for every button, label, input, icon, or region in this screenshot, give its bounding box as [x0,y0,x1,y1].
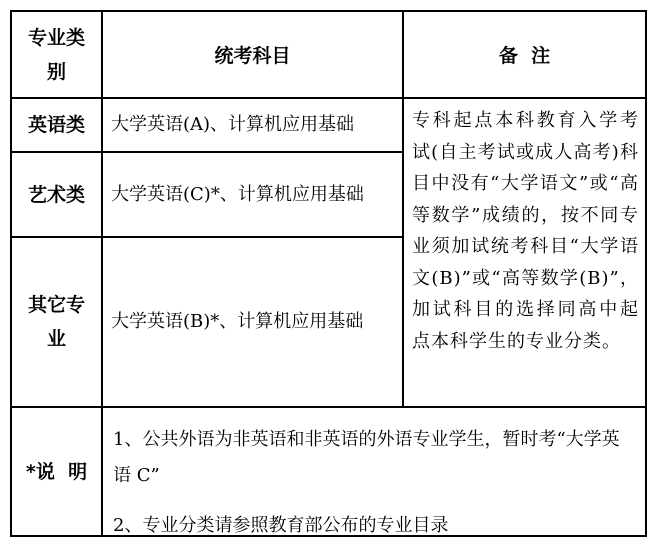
explanation-item-2: 2、专业分类请参照教育部公布的专业目录 [113,515,449,536]
header-subjects [103,12,402,97]
category-art [12,153,101,236]
explanation-item-1: 1、公共外语为非英语和非英语的外语专业学生，暂时考“大学英语 C” [113,429,620,486]
remarks-text: 专科起点本科教育入学考试(自主考试或成人高考)科目中没有“大学语文”或“高等数学”成绩的，按不同专业须加试统考科目“大学语文(B)”或“高等数学(B)”，加试科目的选择同高中起点本科学生的专业分类。 [412,110,639,352]
subjects-english [103,99,402,151]
explanation-label-text: *说 明 [25,460,88,483]
header-category [12,12,101,97]
category-english-text: 英语类 [27,114,85,136]
explanation-content [103,408,645,535]
header-category-text: 专业类别 [27,26,85,83]
category-english [12,99,101,151]
subjects-other [103,238,402,406]
subjects-english-text: 大学英语(A)、计算机应用基础 [111,114,355,135]
category-art-text: 艺术类 [27,183,85,206]
subjects-art [103,153,402,236]
category-other-text: 其它专业 [27,294,85,350]
subjects-other-text: 大学英语(B)*、计算机应用基础 [111,311,364,332]
requirements-table [10,10,647,537]
header-remarks-text: 备 注 [498,45,551,67]
header-remarks [404,12,645,97]
header-subjects-text: 统考科目 [214,45,291,67]
explanation-label [12,408,101,535]
category-other [12,238,101,406]
remarks-cell [404,99,645,406]
subjects-art-text: 大学英语(C)*、计算机应用基础 [111,183,364,205]
